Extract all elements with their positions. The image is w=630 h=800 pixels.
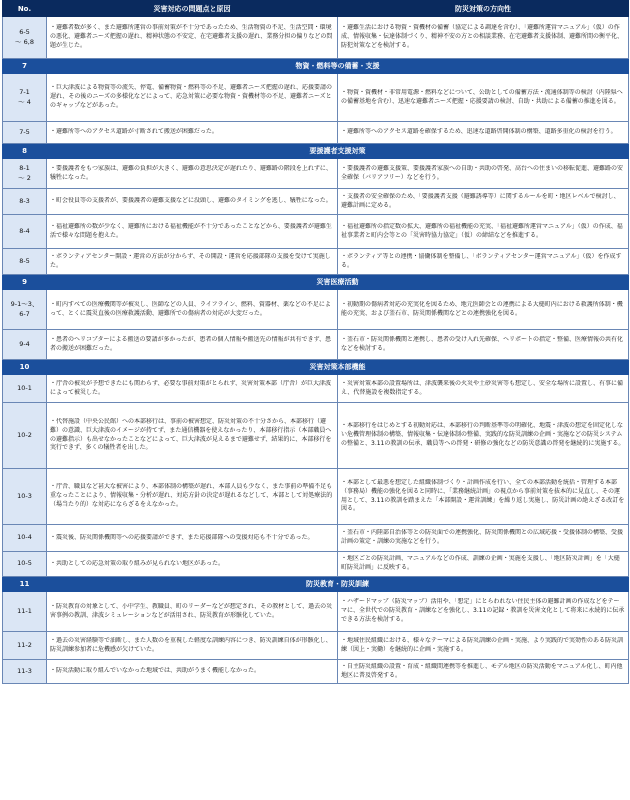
direction-cell-text: ・物資・資機材・非常用電源・燃料などについて、公助としての備蓄方法・流通体制等の検討（内陸県への備蓄基地を含む）、迅速な避難者ニーズ把握・応援要請の検討、自助・共助による備蓄の推進を図る。	[341, 88, 623, 105]
table-row	[3, 74, 629, 122]
issue-cell-text: ・要援護者をもつ家族は、避難の負担が大きく、避難の意思決定が遅れたり、避難路の階段を上れずに、犠牲になった。	[50, 164, 332, 181]
direction-cell-text: ・釜石市・防災関係機関と連携し、患者の受け入れ先確保、ヘリポートの指定・整備、医療情報の共有化などを検討する。	[341, 335, 624, 352]
issue-cell	[47, 122, 338, 144]
direction-cell	[338, 215, 629, 249]
direction-cell	[338, 525, 629, 552]
issue-cell-text: ・町会役員等の支援者が、要援護者の避難支援などに没頭し、避難のタイミングを逃し、犠牲になった。	[50, 197, 332, 205]
section-number: 11	[3, 577, 47, 592]
section-header	[3, 577, 629, 592]
issue-cell-text: ・共助としての応急対策の取り組みが見られない地区があった。	[50, 559, 224, 567]
direction-cell-text: ・要援護者の避難支援策、要援護者家族への自助・共助の啓発、高台への住まいの移転促進、避難路の安全確保（バリアフリー）などを行う。	[341, 164, 624, 181]
row-number-text: 11-2	[17, 640, 32, 649]
issue-cell	[47, 17, 338, 59]
section-title: 災害医療活動	[47, 275, 629, 290]
row-number	[3, 592, 47, 632]
table-row	[3, 330, 629, 360]
issue-cell-text: ・代替施設（中央公民館）への本部移行は、事前の被害想定、防災対策の不十分さから、本部移行（避難）の意識、巨大津波のイメージが持てず、また通信機器を使えなかったり、本部移行指示（本部職員への避難指示）も出せなかったことなどによって、巨大津波が見えるまで避難せず、結果的に、本部移行を実行できず、多くの犠牲者を出した。	[50, 418, 332, 452]
row-number	[3, 525, 47, 552]
issue-cell-text: ・患者のヘリコプターによる搬送の要請が多かったが、患者の個人情報や搬送先の情報が共有できず、患者の搬送が困難だった。	[50, 335, 331, 352]
header-direction: 防災対策の方向性	[338, 1, 629, 17]
issue-cell	[47, 469, 338, 525]
table-row	[3, 215, 629, 249]
table-header	[3, 1, 629, 17]
row-number-text: 7-1 ～ 4	[18, 88, 31, 106]
issue-cell	[47, 632, 338, 660]
row-number-text: 9-1～3、 6-7	[10, 300, 39, 318]
issue-cell-text: ・ボランティアセンター開設・運営の方法が分からず、その開設・運営を応援部隊の支援を受けて実施した。	[50, 252, 331, 269]
row-number-text: 8-4	[19, 226, 30, 235]
header-no: No.	[3, 1, 47, 17]
direction-cell	[338, 330, 629, 360]
issue-cell	[47, 159, 338, 189]
issue-cell	[47, 552, 338, 577]
table-row	[3, 17, 629, 59]
row-number	[3, 330, 47, 360]
row-number-text: 11-1	[17, 606, 32, 615]
section-number: 9	[3, 275, 47, 290]
issue-cell	[47, 375, 338, 403]
table-row	[3, 525, 629, 552]
direction-cell	[338, 403, 629, 469]
row-number	[3, 403, 47, 469]
table-row	[3, 249, 629, 275]
direction-cell-text: ・ハザードマップ（防災マップ）活用や、「想定」にとらわれない住民主体の避難計画の作成などをテーマに、全世代での防災教育・訓練などを強化し、3.11の記録・教訓を災害文化として将来に永続的に伝承できる方法を検討する。	[341, 598, 625, 623]
row-number	[3, 215, 47, 249]
row-number-text: 10-4	[17, 533, 32, 542]
row-number	[3, 122, 47, 144]
direction-cell-text: ・避難所等へのアクセス道路を確保するため、迅速な道路啓開体制の構築、道路多重化の検討を行う。	[341, 128, 617, 136]
issue-cell	[47, 249, 338, 275]
direction-cell	[338, 74, 629, 122]
direction-cell-text: ・ボランティア等との連携・協働体制を整備し、「ボランティアセンター運営マニュアル」（仮）を作成する。	[341, 252, 622, 269]
issue-cell-text: ・庁舎の被災が予想できたにも関わらず、必要な事前対策がとられず、災害対策本部（庁舎）が巨大津波によって被災した。	[50, 379, 332, 396]
section-number: 7	[3, 59, 47, 74]
row-number-text: 10-5	[17, 559, 32, 568]
section-title: 災害対策本部機能	[47, 360, 629, 375]
row-number	[3, 660, 47, 684]
direction-cell	[338, 592, 629, 632]
issue-cell	[47, 189, 338, 215]
row-number	[3, 552, 47, 577]
issue-cell	[47, 74, 338, 122]
row-number	[3, 249, 47, 275]
direction-cell	[338, 552, 629, 577]
direction-cell	[338, 469, 629, 525]
row-number	[3, 189, 47, 215]
row-number-text: 7-5	[19, 127, 30, 136]
section-header	[3, 59, 629, 74]
direction-cell	[338, 375, 629, 403]
issue-cell-text: ・震災後、防災関係機関等への応援要請ができず、また応援部隊への受援対応も不十分であった。	[50, 533, 314, 541]
direction-cell	[338, 660, 629, 684]
issue-cell-text: ・避難者数が多く、また避難所運営の事前対策が不十分であったため、生活物資の不足、生活空間・環境の悪化、避難者ニーズ把握の遅れ、精神状態の不安定、在宅避難者支援の遅れ、業務分担の偏りなどの問題が生じた。	[50, 24, 333, 49]
issue-cell-text: ・防災活動に取り組んでいなかった地域では、共助がうまく機能しなかった。	[50, 667, 261, 675]
issue-cell-text: ・福祉避難所の数が少なく、避難所における福祉機能が不十分であったことなどから、要援護者が避難生活で様々な問題を抱えた。	[50, 222, 332, 239]
direction-cell	[338, 249, 629, 275]
issue-cell-text: ・防災教育の対象として、小中学生、教職員、町のリーダーなどが想定され、その教材として、過去の災害事例の教訓、津波シミュレーションなどが活用され、防災教育が形骸化していた。	[50, 602, 333, 619]
direction-cell-text: ・自主防災組織の設置・育成・組織間連携等を推進し、モデル地区の防災活動をマニュアル化し、町内他地区に普及啓発する。	[341, 662, 623, 679]
direction-cell-text: ・災害対策本部の設置場所は、津波襲来後の火災や土砂災害等も想定し、安全な場所に設置し、有事に備え、代替施設を複数指定する。	[341, 379, 624, 396]
table-row	[3, 290, 629, 330]
section-header	[3, 275, 629, 290]
section-title: 物資・燃料等の備蓄・支援	[47, 59, 629, 74]
row-number-text: 10-3	[17, 491, 32, 500]
table-row	[3, 660, 629, 684]
issue-cell	[47, 215, 338, 249]
row-number	[3, 74, 47, 122]
direction-cell-text: ・本部移行をはじめとする初動対応は、本部移行の判断基準等の明確化、地震・津波の想定を固定化しない危機管理体制の構築、情報収集・伝達体制の整備、実践的な防災訓練の企画・実施などの防災システムの整備と、3.11の教訓の伝承、職員等への啓発・研修の強化などの防災意識の啓発を継続的に実施する。	[341, 422, 625, 447]
section-header	[3, 144, 629, 159]
row-number	[3, 159, 47, 189]
section-number: 10	[3, 360, 47, 375]
row-number	[3, 632, 47, 660]
row-number-text: 6-5 ～ 6,8	[15, 28, 34, 46]
direction-cell-text: ・福祉避難所の指定数の拡大、避難所の福祉機能の充実、「福祉避難所運営マニュアル」（仮）の作成、福祉事業者と町内会等との「災害時協力協定」（仮）の締結などを推進する。	[341, 222, 623, 239]
table-row	[3, 375, 629, 403]
row-number	[3, 290, 47, 330]
issue-cell-text: ・庁舎、職員など甚大な被害により、本部体制の構築が遅れ、本部人員も少なく、また事前の準備不足も重なったことにより、情報収集・分析が遅れ、対応方針の決定が遅れるなどして、本部として対処療法的（場当たり的）な対応にならざるをえなかった。	[50, 483, 333, 508]
table-row	[3, 552, 629, 577]
section-title: 防災教育・防災訓練	[47, 577, 629, 592]
direction-cell	[338, 122, 629, 144]
section-title: 要援護者支援対策	[47, 144, 629, 159]
row-number-text: 9-4	[19, 339, 30, 348]
issue-cell	[47, 660, 338, 684]
table-row	[3, 189, 629, 215]
header-issue: 災害対応の問題点と原因	[47, 1, 338, 17]
direction-cell	[338, 159, 629, 189]
issue-cell-text: ・巨大津波による物資等の流失、停電、備蓄物資・燃料等の不足、避難者ニーズ把握の遅れ、応援要請の遅れ、その後のニーズの多様化などによって、応急対策に必要な物資・資機材等の不足、避難者ニーズとのギャップなどがあった。	[50, 84, 333, 109]
issue-cell-text: ・過去の災害経験等で油断し、また人数のを重視した軽度な訓練内容につき、防災訓練自体が形骸化し、防災訓練参加者に危機感が欠けていた。	[50, 636, 332, 653]
issue-cell	[47, 525, 338, 552]
table-row	[3, 592, 629, 632]
table-row	[3, 632, 629, 660]
direction-cell-text: ・釜石市・内陸部自治体等との防災面での連携強化、防災関係機関との広域応援・受援体制の構築、受援計画の策定・訓練の実施などを行う。	[341, 529, 624, 545]
direction-cell	[338, 290, 629, 330]
direction-cell-text: ・本部として最悪を想定した組織体制づくり・計画作成を行い、全ての本部活動を統括・管理する本部（事務局）機能の強化を図ると同時に、「業務継続計画」の視点から事前対策を抜本的に見直し、その運用として、3.11の教訓を踏まえた「本部開設・運営訓練」を繰り返し実施し、防災計画の絶えざる改訂を図る。	[341, 479, 625, 513]
direction-cell-text: ・地域住民組織における、様々なテーマによる防災訓練の企画・実施、より実践的で実効性のある防災訓練（図上・実働）を継続的に企画・実施する。	[341, 636, 624, 653]
row-number	[3, 375, 47, 403]
table-row	[3, 159, 629, 189]
table-row	[3, 403, 629, 469]
issue-cell	[47, 403, 338, 469]
direction-cell-text: ・避難生活における物資・資機材の備蓄（協定による調達を含む）、「避難所運営マニュアル」（仮）の作成、情報収集・伝達体制づくり、精神不安の方との相談業務、在宅避難者支援体制、避難所間の衡平化、防犯対策などを検討する。	[341, 24, 624, 49]
table-row	[3, 469, 629, 525]
row-number-text: 10-2	[17, 430, 32, 439]
table-row	[3, 122, 629, 144]
issue-cell	[47, 290, 338, 330]
row-number-text: 10-1	[17, 383, 32, 392]
row-number-text: 8-1 ～ 2	[18, 164, 31, 182]
direction-cell-text: ・地区ごとの防災計画、マニュアルなどの作成、訓練の企画・実施を支援し、「地区防災計画」を「大槌町防災計画」に反映する。	[341, 555, 620, 571]
row-number-text: 8-3	[19, 196, 30, 205]
direction-cell	[338, 17, 629, 59]
issue-cell-text: ・町内すべての医療機関等が被災し、医師などの人員、ライフライン、燃料、資器材、薬などの不足によって、とくに震災直後の医療救護活動、避難所での傷病者の対応が大変だった。	[50, 300, 331, 317]
direction-cell	[338, 189, 629, 215]
issue-cell	[47, 592, 338, 632]
direction-cell-text: ・支援者の安全確保のため、「要援護者支援（避難誘導等）に関するルールを町・地区レベルで検討し、避難計画に定める。	[341, 192, 620, 209]
row-number	[3, 17, 47, 59]
section-number: 8	[3, 144, 47, 159]
section-header	[3, 360, 629, 375]
direction-cell	[338, 632, 629, 660]
row-number	[3, 469, 47, 525]
row-number-text: 8-5	[19, 256, 30, 265]
countermeasure-table	[2, 0, 629, 684]
row-number-text: 11-3	[17, 666, 32, 675]
issue-cell	[47, 330, 338, 360]
issue-cell-text: ・避難所等へのアクセス道路が寸断されて搬送が困難だった。	[50, 128, 218, 136]
direction-cell-text: ・初動期の傷病者対応の充実化を図るため、地元医師会との連携による大槌町内における救護所体制・機能の充実、および釜石市、防災関係機関などとの連携強化を図る。	[341, 300, 623, 317]
